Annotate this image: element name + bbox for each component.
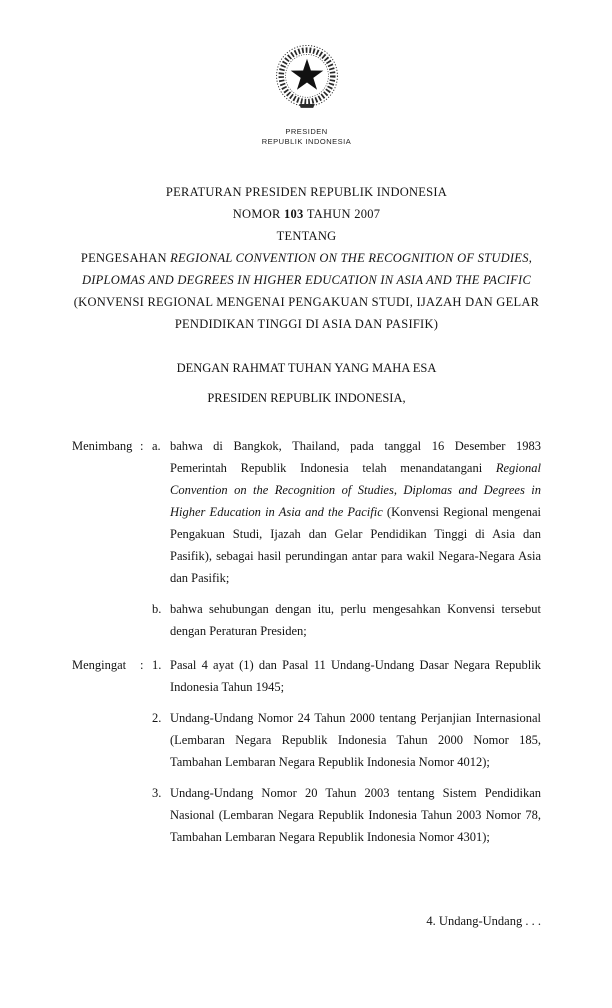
item-text: Undang-Undang Nomor 20 Tahun 2003 tentang Sistem Pendidikan Nasional (Lembaran Negara Republik Indonesia Tahun 2003 Nomor 78, Tambahan Lembaran Negara Republik Indonesia Nomor 4301); [170,786,541,844]
menimbang-item-b [72,598,541,642]
ribbon-icon [299,104,315,108]
item-text: Undang-Undang Nomor 24 Tahun 2000 tentang Perjanjian Internasional (Lembaran Negara Republik Indonesia Tahun 2000 Nomor 185, Tambahan Lembaran Negara Republik Indonesia Nomor 4012); [170,711,541,769]
regulation-number [72,203,541,225]
mengingat-item-3 [72,782,541,848]
item-text-segment-italic: Regional Convention on the Recognition of Studies, Diplomas and Degrees in Higher Education in Asia and the Pacific [170,461,542,519]
mengingat-colon: : [140,658,144,672]
mengingat-label: Mengingat [72,658,127,672]
item-marker: 2. [152,711,162,725]
item-text: bahwa sehubungan dengan itu, perlu mengesahkan Konvensi tersebut dengan Peraturan Presiden; [170,602,541,638]
item-text [170,435,541,589]
menimbang-colon: : [140,439,144,453]
presidential-emblem-icon [268,40,346,118]
invocation-line: DENGAN RAHMAT TUHAN YANG MAHA ESA [176,361,437,375]
menimbang-section [72,435,541,642]
item-text: Pasal 4 ayat (1) dan Pasal 11 Undang-Undang Dasar Negara Republik Indonesia Tahun 1945; [170,658,541,694]
item-marker: 1. [152,658,162,672]
authority-line: PRESIDEN REPUBLIK INDONESIA, [207,391,406,405]
menimbang-label: Menimbang [72,439,133,453]
nomor-label: NOMOR [232,207,281,221]
menimbang-item-a [72,435,541,589]
mengingat-section [72,654,541,848]
nomor-value: 103 [283,207,304,221]
item-marker: b. [152,602,162,616]
year-label: TAHUN 2007 [306,207,381,221]
mengingat-item-1 [72,654,541,698]
regulation-title: PERATURAN PRESIDEN REPUBLIK INDONESIA [165,185,448,199]
star-icon [290,59,323,90]
mengingat-item-2 [72,707,541,773]
subject-name: REGIONAL CONVENTION ON THE RECOGNITION OF STUDIES, DIPLOMAS AND DEGREES IN HIGHER EDUCATION IN ASIA AND THE PACIFIC [81,251,533,287]
letterhead-line-presiden: PRESIDEN [285,127,328,136]
catchword: 4. Undang-Undang . . . [426,914,541,928]
regulation-subject-translation: (KONVENSI REGIONAL MENGENAI PENGAKUAN STUDI, IJAZAH DAN GELAR PENDIDIKAN TINGGI DI ASIA DAN PASIFIK) [73,295,540,331]
letterhead [72,40,541,147]
item-text-segment: (Konvensi Regional mengenai Pengakuan Studi, Ijazah dan Gelar Pendidikan Tinggi di Asia dan Pasifik), sebagai hasil perundingan antar para wakil Negara-Negara Asia dan Pasifik; [170,505,541,585]
letterhead-line-republik: REPUBLIK INDONESIA [261,137,352,146]
item-text-segment: bahwa di Bangkok, Thailand, pada tanggal 16 Desember 1983 Pemerintah Republik Indonesia telah menandatangani [170,439,541,475]
letterhead-caption [72,127,541,147]
item-marker: 3. [152,786,162,800]
title-block [72,181,541,335]
tentang-label: TENTANG [276,229,337,243]
item-marker: a. [152,439,161,453]
subject-prefix: PENGESAHAN [80,251,167,265]
regulation-subject [72,247,541,291]
preamble [72,357,541,409]
